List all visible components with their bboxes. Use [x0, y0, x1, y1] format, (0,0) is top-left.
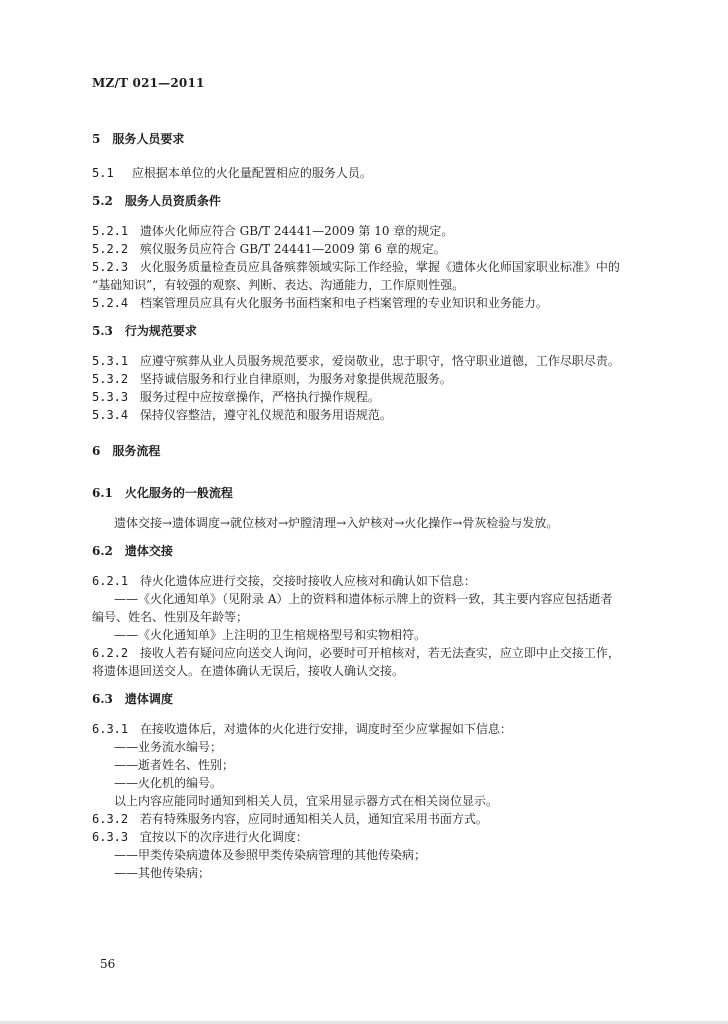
clause-number: 5.3.1: [92, 354, 129, 368]
clause-6-2-2: [92, 644, 652, 662]
document-body: [92, 130, 652, 882]
section-6-3-title: 6.3 遗体调度: [92, 692, 173, 706]
clause-number: 6.3.2: [92, 812, 129, 826]
list-item-continued: 编号、姓名、性别及年龄等；: [92, 610, 249, 624]
clause-6-3-2: [92, 810, 652, 828]
clause-text: 服务过程中应按章操作，严格执行操作规程。: [139, 390, 380, 404]
list-item: ——业务流水编号；: [114, 740, 223, 754]
clause-number: 5.2.3: [92, 260, 129, 274]
clause-text: 应遵守殡葬从业人员服务规范要求，爱岗敬业，忠于职守，恪守职业道德，工作尽职尽责。: [139, 354, 620, 368]
clause-6-2-1: [92, 572, 652, 590]
clause-text: 遗体火化师应符合 GB/T 24441—2009 第 10 章的规定。: [139, 224, 454, 238]
clause-number: 5.3.3: [92, 390, 129, 404]
clause-text: 坚持诚信服务和行业自律原则，为服务对象提供规范服务。: [139, 372, 452, 386]
clause-number: 5.1: [92, 166, 114, 180]
clause-5-2-3: [92, 258, 652, 276]
clause-text: 若有特殊服务内容，应同时通知相关人员，通知宜采用书面方式。: [139, 812, 488, 826]
clause-5-2-1: [92, 222, 652, 240]
clause-text: 应根据本单位的火化量配置相应的服务人员。: [131, 166, 372, 180]
clause-5-2-3-continued: “基础知识”，有较强的观察、判断、表达、沟通能力，工作原则性强。: [92, 278, 465, 292]
document-code-header: MZ/T 021—2011: [92, 76, 205, 90]
clause-text: 接收人若有疑问应向送交人询问，必要时可开棺核对，若无法查实，应立即中止交接工作，: [139, 646, 620, 660]
list-item: ——其他传染病；: [114, 866, 211, 880]
clause-6-3-3: [92, 828, 652, 846]
clause-number: 5.3.2: [92, 372, 129, 386]
clause-text: 殡仪服务员应符合 GB/T 24441—2009 第 6 章的规定。: [139, 242, 446, 256]
list-item: ——逝者姓名、性别；: [114, 758, 235, 772]
clause-number: 6.2.1: [92, 574, 129, 588]
clause-text: 火化服务质量检查员应具备殡葬领域实际工作经验，掌握《遗体火化师国家职业标准》中的: [139, 260, 620, 274]
section-6-2-title: 6.2 遗体交接: [92, 544, 173, 558]
clause-number: 5.2.4: [92, 296, 129, 310]
clause-number: 6.3.3: [92, 830, 129, 844]
clause-5-3-2: [92, 370, 652, 388]
clause-text: 保持仪容整洁，遵守礼仪规范和服务用语规范。: [139, 408, 392, 422]
clause-5-2-4: [92, 294, 652, 312]
page-number: 56: [100, 957, 116, 971]
clause-5-3-1: [92, 352, 652, 370]
list-item: ——《火化通知单》上注明的卫生棺规格型号和实物相符。: [114, 628, 427, 642]
section-6-title: 6 服务流程: [92, 444, 161, 458]
clause-text: 在接收遗体后，对遗体的火化进行安排，调度时至少应掌握如下信息：: [139, 722, 512, 736]
section-5-2-title: 5.2 服务人员资质条件: [92, 194, 221, 208]
clause-5-2-2: [92, 240, 652, 258]
service-flow: 遗体交接→遗体调度→就位核对→炉膛清理→入炉核对→火化操作→骨灰检验与发放。: [114, 516, 559, 530]
clause-5-3-3: [92, 388, 652, 406]
section-6-1-title: 6.1 火化服务的一般流程: [92, 486, 233, 500]
clause-text: 待火化遗体应进行交接，交接时接收人应核对和确认如下信息：: [139, 574, 476, 588]
list-item: ——甲类传染病遗体及参照甲类传染病管理的其他传染病；: [114, 848, 427, 862]
note-text: 以上内容应能同时通知到相关人员，宜采用显示器方式在相关岗位显示。: [114, 794, 499, 808]
clause-5-1: [92, 164, 652, 182]
clause-5-3-4: [92, 406, 652, 424]
clause-number: 5.2.2: [92, 242, 129, 256]
list-item: ——火化机的编号。: [114, 776, 223, 790]
clause-number: 6.3.1: [92, 722, 129, 736]
section-5-3-title: 5.3 行为规范要求: [92, 324, 197, 338]
clause-number: 6.2.2: [92, 646, 129, 660]
clause-number: 5.3.4: [92, 408, 129, 422]
clause-6-2-2-continued: 将遗体退回送交人。在遗体确认无误后，接收人确认交接。: [92, 664, 405, 678]
clause-number: 5.2.1: [92, 224, 129, 238]
clause-text: 档案管理员应具有火化服务书面档案和电子档案管理的专业知识和业务能力。: [139, 296, 548, 310]
clause-6-3-1: [92, 720, 652, 738]
section-5-title: 5 服务人员要求: [92, 132, 185, 146]
list-item: ——《火化通知单》（见附录 A）上的资料和遗体标示牌上的资料一致，其主要内容应包括逝者: [114, 592, 613, 606]
clause-text: 宜按以下的次序进行火化调度：: [139, 830, 308, 844]
